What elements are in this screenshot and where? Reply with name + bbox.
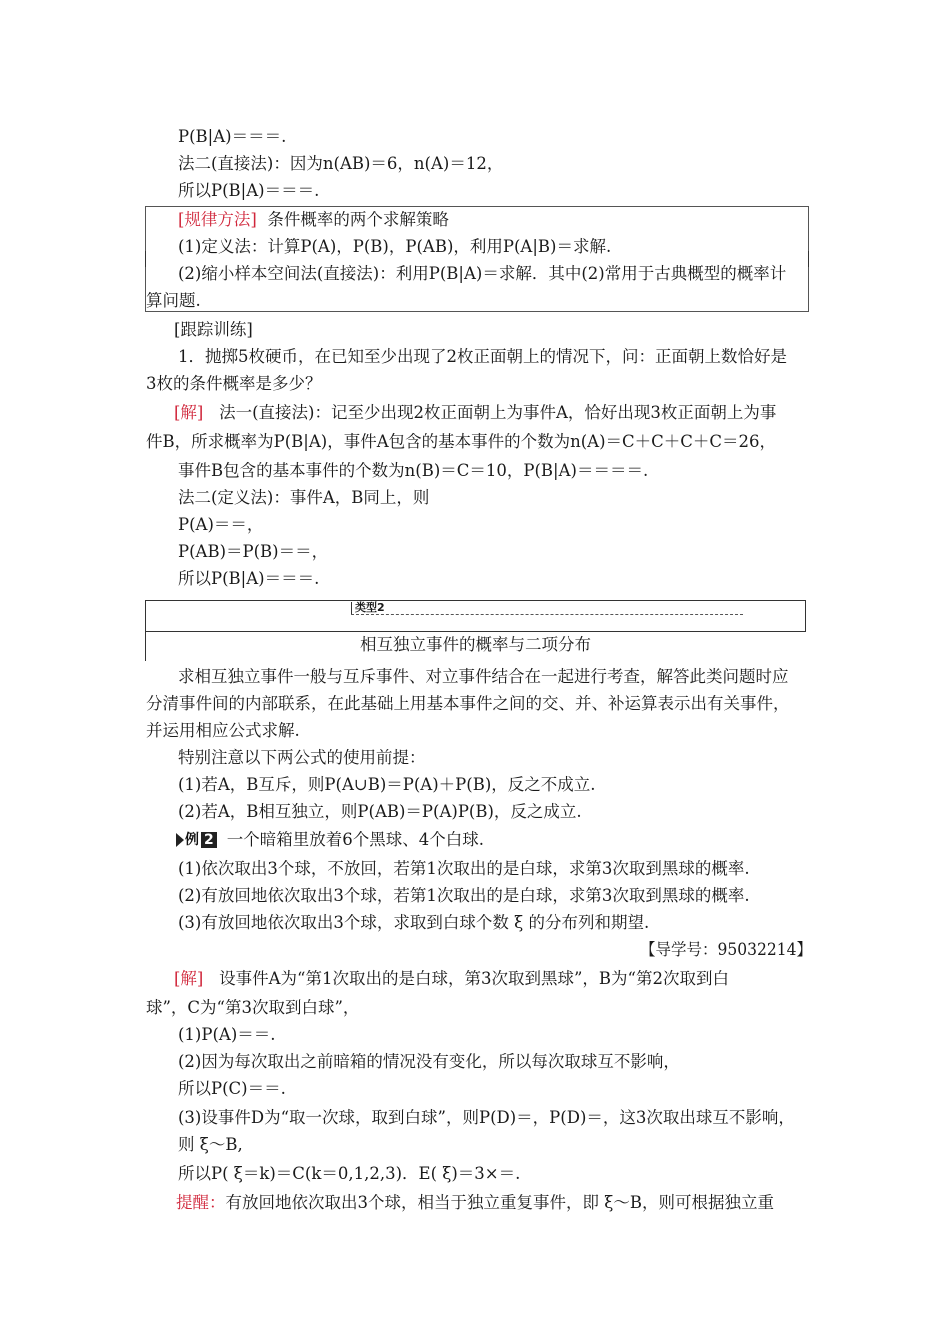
solution-tag: [解]	[174, 969, 204, 988]
method-title: 条件概率的两个求解策略	[267, 210, 449, 229]
text-line: (1)依次取出3个球，不放回，若第1次取出的是白球，求第3次取到黑球的概率.	[178, 859, 750, 878]
text-line: (2)有放回地依次取出3个球，若第1次取出的是白球，求第3次取到黑球的概率.	[178, 886, 750, 905]
section-rule	[805, 600, 806, 631]
section-rule	[145, 600, 806, 601]
example-triangle-icon	[176, 833, 184, 847]
text-line: 法二(定义法)：事件A，B同上，则	[178, 488, 430, 507]
problem-text: 1．抛掷5枚硬币，在已知至少出现了2枚正面朝上的情况下，问：正面朝上数恰好是	[178, 347, 787, 366]
text-line: P(AB)＝P(B)＝＝，	[178, 542, 329, 561]
text-line: (3)有放回地依次取出3个球，求取到白球个数 ξ 的分布列和期望.	[178, 913, 650, 932]
method-line: (2)缩小样本空间法(直接法)：利用P(B|A)＝求解．其中(2)常用于古典概型的概率计	[178, 264, 787, 283]
method-tag: [规律方法]	[178, 210, 257, 229]
text-line: 分清事件间的内部联系，在此基础上用基本事件之间的交、并、补运算表示出有关事件，	[146, 694, 790, 713]
text-line: 所以P(B|A)＝＝＝.	[178, 569, 320, 588]
method-line: (1)定义法：计算P(A)，P(B)，P(AB)，利用P(A|B)＝求解.	[178, 237, 612, 256]
box-tick-left	[145, 251, 146, 267]
text-line: (2)若A，B相互独立，则P(AB)＝P(A)P(B)，反之成立.	[178, 802, 582, 821]
box-tick-right	[808, 251, 809, 267]
text-line: (1)P(A)＝＝.	[178, 1025, 276, 1044]
solution-line	[174, 967, 729, 991]
text-line: 法二(直接法)：因为n(AB)＝6，n(A)＝12，	[178, 154, 504, 173]
text-line: 所以P(B|A)＝＝＝.	[178, 181, 320, 200]
section-tab-label: 类型2	[355, 601, 385, 614]
reminder-line	[176, 1191, 774, 1215]
text-line: 求相互独立事件一般与互斥事件、对立事件结合在一起进行考查，解答此类问题时应	[178, 667, 789, 686]
text-line: 特别注意以下两公式的使用前提：	[178, 748, 426, 767]
practice-tag: [跟踪训练]	[174, 320, 253, 339]
solution-text: 设事件A为“第1次取出的是白球，第3次取到黑球”，B为“第2次取到白	[219, 969, 729, 988]
text-line: P(A)＝＝，	[178, 515, 264, 534]
guide-number: 【导学号：95032214】	[640, 940, 812, 959]
text-line: 所以P(C)＝＝.	[178, 1079, 286, 1098]
reminder-tag: 提醒：	[176, 1193, 226, 1212]
text-line: (1)若A，B互斥，则P(A∪B)＝P(A)＋P(B)，反之不成立.	[178, 775, 596, 794]
problem-text: 3枚的条件概率是多少？	[146, 374, 322, 393]
text-line: 并运用相应公式求解.	[146, 721, 300, 740]
text-line: P(B|A)＝＝＝.	[178, 127, 287, 146]
example-badge	[176, 831, 217, 849]
section-tab-dash	[351, 614, 743, 615]
method-box-header	[178, 208, 449, 232]
text-line: 球”，C为“第3次取到白球”，	[146, 998, 360, 1017]
example-number: 2	[201, 832, 217, 848]
text-line: 件B，所求概率为P(B|A)，事件A包含的基本事件的个数为n(A)＝C＋C＋C＋C＝26，	[146, 432, 777, 451]
solution-text: 法一(直接法)：记至少出现2枚正面朝上为事件A，恰好出现3枚正面朝上为事	[219, 403, 777, 422]
text-line: (2)因为每次取出之前暗箱的情况没有变化，所以每次取球互不影响，	[178, 1052, 680, 1071]
text-line: 则 ξ～B,	[178, 1135, 243, 1154]
text-line: (3)设事件D为“取一次球，取到白球”，则P(D)＝，P(D)＝，这3次取出球互不影响，	[178, 1108, 795, 1127]
section-header-box	[145, 600, 806, 661]
example-line	[176, 828, 484, 852]
reminder-text: 有放回地依次取出3个球，相当于独立重复事件，即 ξ～B，则可根据独立重	[225, 1193, 774, 1212]
section-title: 相互独立事件的概率与二项分布	[360, 635, 591, 654]
example-word: 例	[185, 831, 199, 848]
solution-tag: [解]	[174, 403, 204, 422]
text-line: 所以P( ξ＝k)＝C(k＝0,1,2,3)．E( ξ)＝3×＝.	[178, 1164, 521, 1183]
example-text: 一个暗箱里放着6个黑球、4个白球.	[226, 830, 484, 849]
solution-line	[174, 401, 776, 425]
method-line: 算问题.	[146, 291, 201, 310]
text-line: 事件B包含的基本事件的个数为n(B)＝C＝10，P(B|A)＝＝＝＝.	[178, 461, 649, 480]
